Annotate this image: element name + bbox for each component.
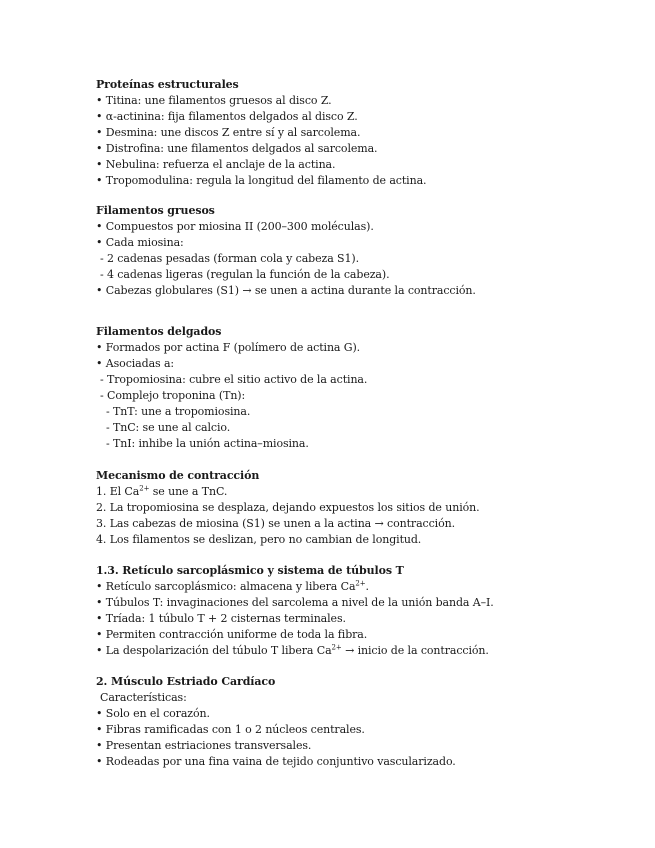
list-item: • Nebulina: refuerza el anclaje de la actina. — [96, 158, 336, 171]
list-item: • Asociadas a: — [96, 357, 175, 370]
list-item — [96, 579, 636, 595]
section-filamentos-delgados — [96, 324, 636, 452]
list-item — [96, 484, 636, 500]
superscript: 2+ — [331, 643, 342, 652]
text: • La despolarización del túbulo T libera Ca — [96, 644, 332, 657]
list-item: 3. Las cabezas de miosina (S1) se unen a la actina → contracción. — [96, 517, 455, 530]
list-subitem: - Complejo troponina (Tn): — [100, 389, 246, 402]
list-item: • α-actinina: fija filamentos delgados al disco Z. — [96, 110, 358, 123]
list-subitem: - Tropomiosina: cubre el sitio activo de la actina. — [100, 373, 368, 386]
section-filamentos-gruesos — [96, 203, 636, 299]
list-item: • Rodeadas por una fina vaina de tejido conjuntivo vascularizado. — [96, 755, 456, 768]
list-item: • Formados por actina F (polímero de actina G). — [96, 341, 361, 354]
list-item: • Compuestos por miosina II (200–300 moléculas). — [96, 220, 374, 233]
list-item: • Distrofina: une filamentos delgados al sarcolema. — [96, 142, 378, 155]
list-item: • Solo en el corazón. — [96, 707, 210, 720]
list-item: 2. La tropomiosina se desplaza, dejando expuestos los sitios de unión. — [96, 501, 480, 514]
section-heading: 2. Músculo Estriado Cardíaco — [96, 675, 276, 688]
text: • Retículo sarcoplásmico: almacena y libera Ca — [96, 580, 356, 593]
list-item: • Cada miosina: — [96, 236, 184, 249]
text: se une a TnC. — [149, 485, 228, 498]
section-musculo-cardiaco — [96, 674, 636, 770]
subheading: Características: — [100, 691, 187, 704]
section-proteinas-estructurales — [96, 77, 636, 189]
section-heading: Filamentos gruesos — [96, 204, 215, 217]
list-item: • Desmina: une discos Z entre sí y al sarcolema. — [96, 126, 361, 139]
section-heading: Filamentos delgados — [96, 325, 222, 338]
list-item — [96, 643, 636, 659]
section-heading: Proteínas estructurales — [96, 78, 239, 91]
list-subsubitem: - TnI: inhibe la unión actina–miosina. — [106, 437, 309, 450]
list-item: • Presentan estriaciones transversales. — [96, 739, 312, 752]
section-mecanismo-contraccion — [96, 468, 636, 548]
list-item: • Permiten contracción uniforme de toda la fibra. — [96, 628, 368, 641]
list-item: • Tríada: 1 túbulo T + 2 cisternas terminales. — [96, 612, 346, 625]
list-subsubitem: - TnT: une a tropomiosina. — [106, 405, 251, 418]
section-heading: 1.3. Retículo sarcoplásmico y sistema de túbulos T — [96, 564, 404, 577]
superscript: 2+ — [139, 484, 150, 493]
superscript: 2+ — [355, 579, 366, 588]
text: 1. El Ca — [96, 485, 140, 498]
list-item: • Túbulos T: invaginaciones del sarcolema a nivel de la unión banda A–I. — [96, 596, 494, 609]
list-item: • Cabezas globulares (S1) → se unen a actina durante la contracción. — [96, 284, 476, 297]
list-item: • Tropomodulina: regula la longitud del filamento de actina. — [96, 174, 427, 187]
text: → inicio de la contracción. — [341, 644, 489, 657]
list-subsubitem: - TnC: se une al calcio. — [106, 421, 231, 434]
list-item: 4. Los filamentos se deslizan, pero no cambian de longitud. — [96, 533, 422, 546]
list-item: • Fibras ramificadas con 1 o 2 núcleos centrales. — [96, 723, 365, 736]
text: . — [365, 580, 369, 593]
section-reticulo-sarcoplasmico — [96, 563, 636, 659]
list-subitem: - 4 cadenas ligeras (regulan la función de la cabeza). — [100, 268, 390, 281]
list-subitem: - 2 cadenas pesadas (forman cola y cabeza S1). — [100, 252, 359, 265]
section-heading: Mecanismo de contracción — [96, 469, 260, 482]
list-item: • Titina: une filamentos gruesos al disco Z. — [96, 94, 332, 107]
